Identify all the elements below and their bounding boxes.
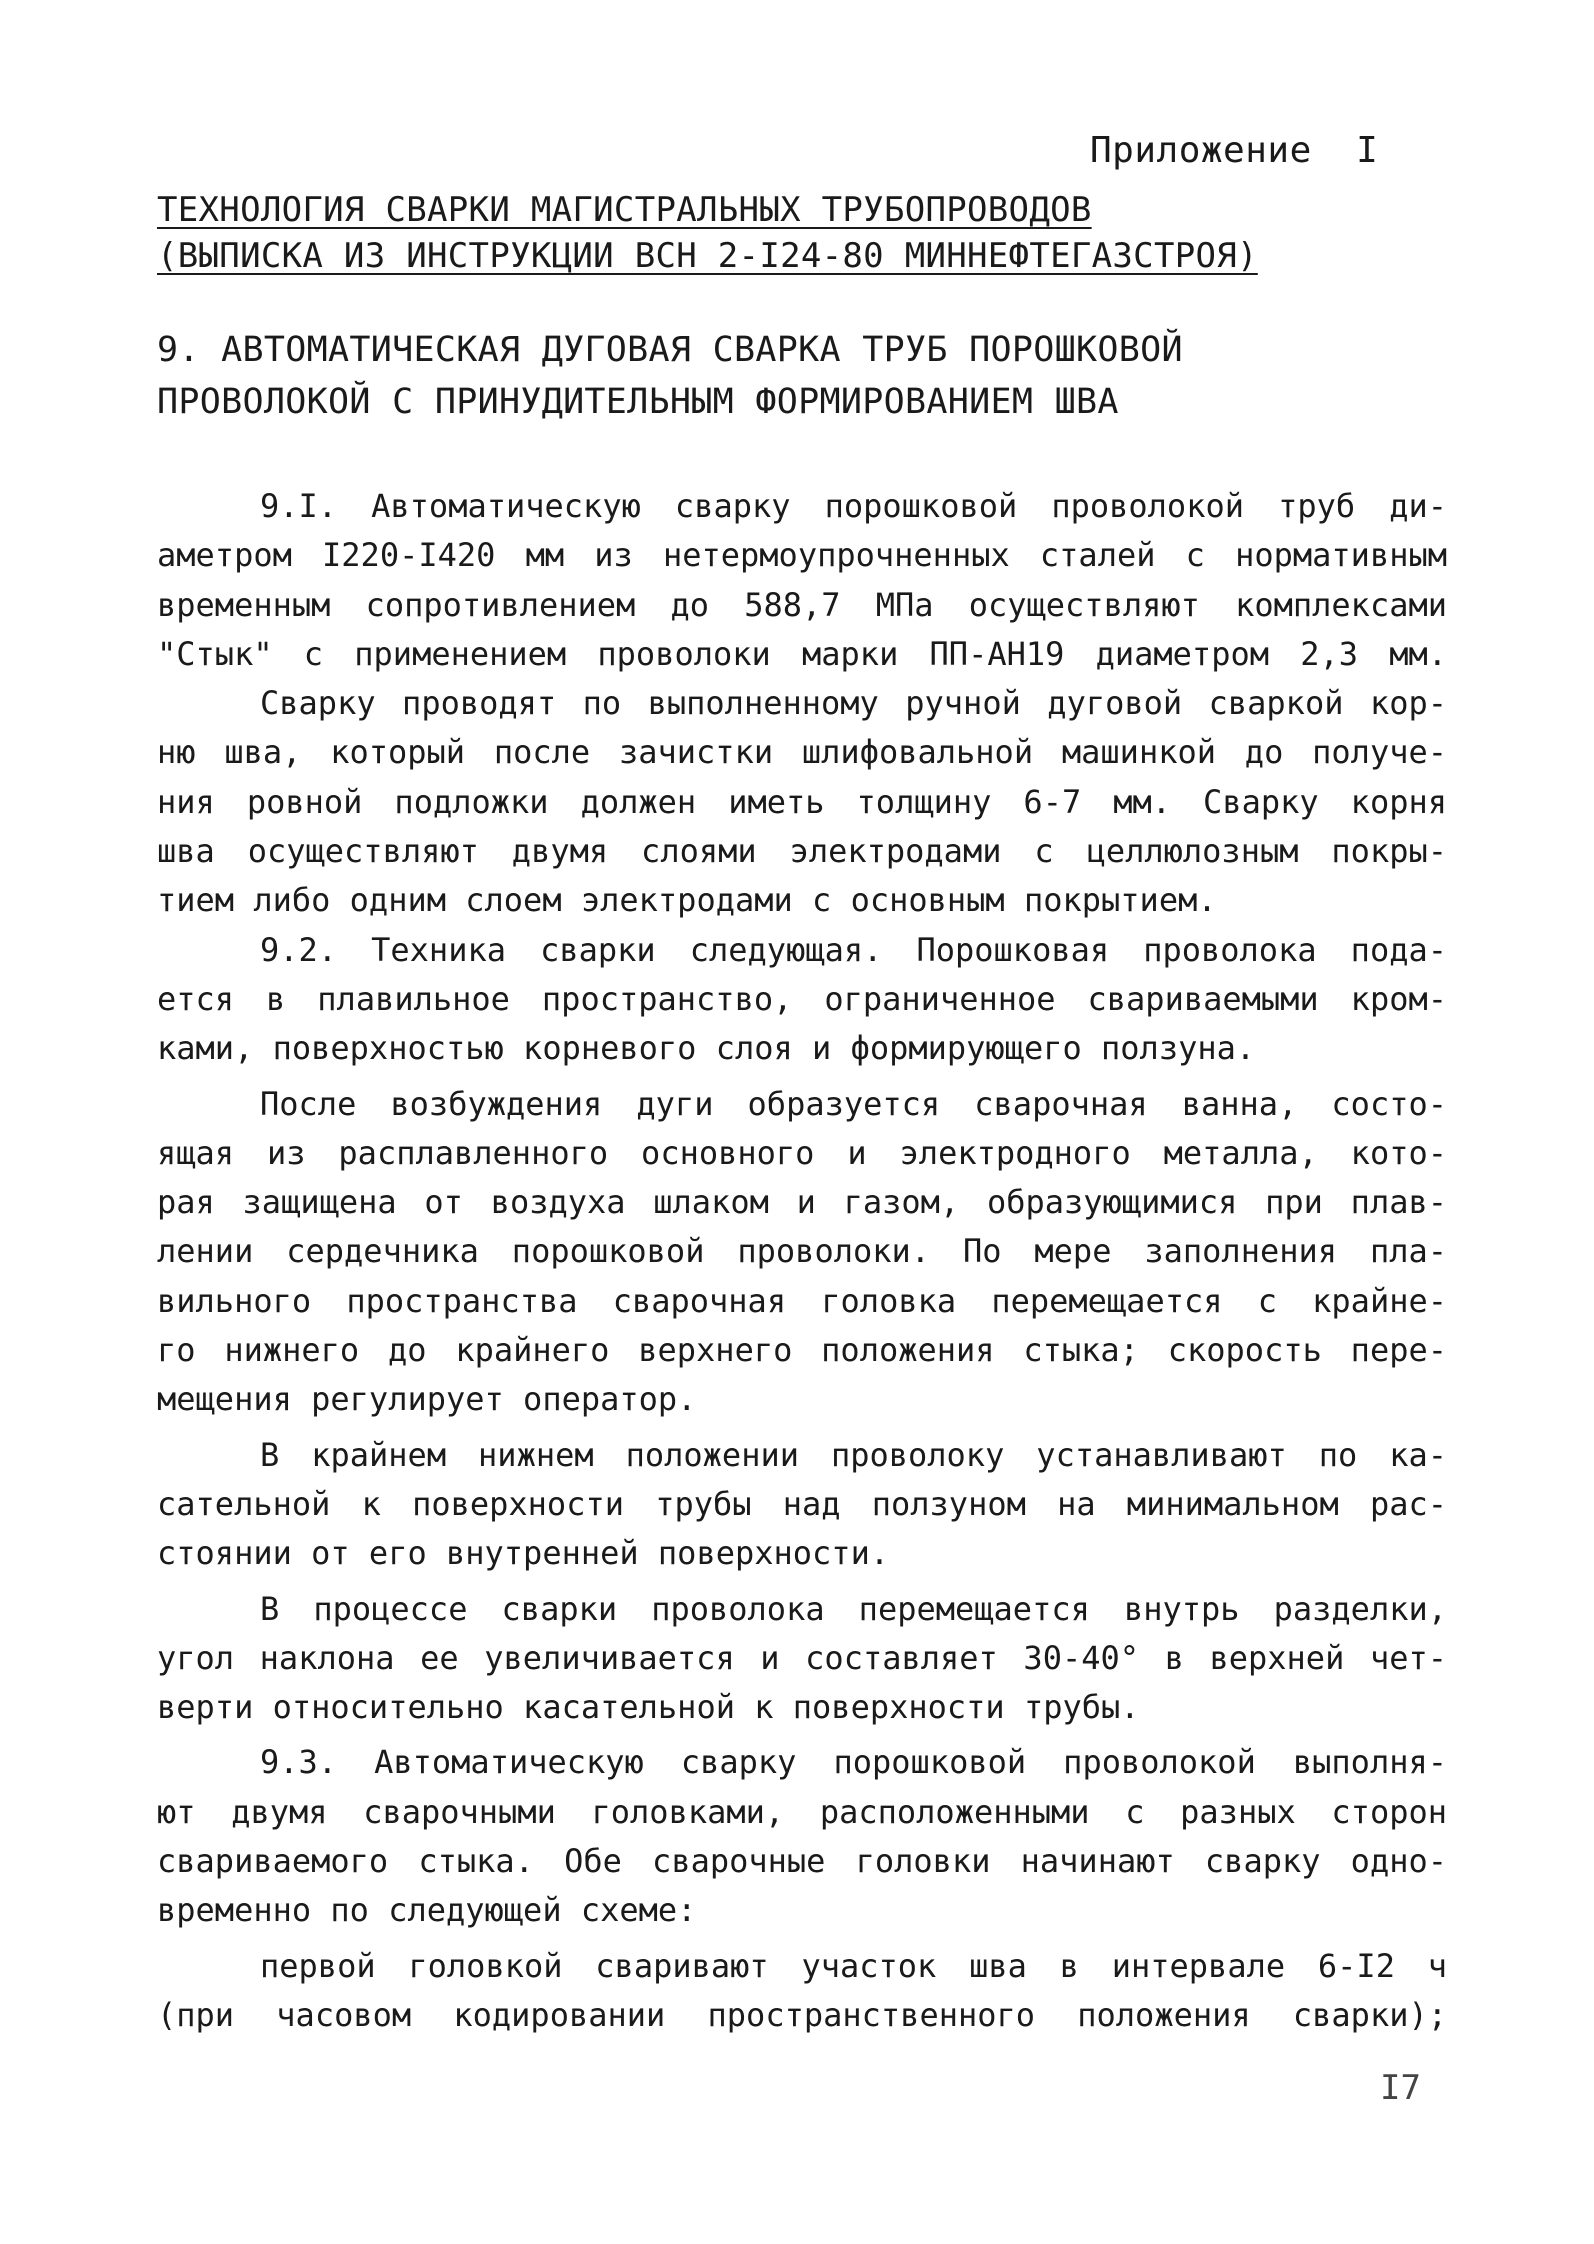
body-line: свариваемого стыка. Обе сварочные головки начинают сварку одно- [157,1842,1447,1881]
body-line: мещения регулирует оператор. [157,1380,697,1419]
body-text [157,482,1447,2040]
body-line: ящая из расплавленного основного и электродного металла, кото- [157,1133,1447,1172]
body-line: лении сердечника порошковой проволоки. По мере заполнения пла- [157,1232,1447,1271]
body-line: В процессе сварки проволока перемещается внутрь разделки, [260,1589,1447,1628]
section-heading-line-1: 9. АВТОМАТИЧЕСКАЯ ДУГОВАЯ СВАРКА ТРУБ ПОРОШКОВОЙ [157,330,1183,370]
body-line: ню шва, который после зачистки шлифовальной машинкой до получе- [157,733,1447,772]
body-line: После возбуждения дуги образуется сварочная ванна, состо- [260,1084,1447,1123]
body-line: угол наклона ее увеличивается и составляет 30-40° в верхней чет- [157,1638,1447,1677]
body-line: тием либо одним слоем электродами с основным покрытием. [157,881,1217,920]
body-line: ется в плавильное пространство, ограниченное свариваемыми кром- [157,979,1447,1018]
page-number: I7 [1380,2068,1421,2108]
body-line: Сварку проводят по выполненному ручной дуговой сваркой кор- [260,684,1447,723]
body-line: (при часовом кодировании пространственного положения сварки); [157,1995,1447,2034]
body-line: 9.2. Техника сварки следующая. Порошковая проволока пода- [260,930,1447,969]
body-line: ют двумя сварочными головками, расположенными с разных сторон [157,1792,1447,1831]
body-line: аметром I220-I420 мм из нетермоупрочненных сталей с нормативным [157,536,1447,575]
section-heading-line-2: ПРОВОЛОКОЙ С ПРИНУДИТЕЛЬНЫМ ФОРМИРОВАНИЕМ ШВА [157,382,1119,422]
body-line: го нижнего до крайнего верхнего положения стыка; скорость пере- [157,1331,1447,1370]
body-line: ками, поверхностью корневого слоя и формирующего ползуна. [157,1029,1256,1068]
appendix-label: Приложение I [1090,130,1379,171]
document-title-line-1: ТЕХНОЛОГИЯ СВАРКИ МАГИСТРАЛЬНЫХ ТРУБОПРОВОДОВ [157,190,1092,230]
body-line: временным сопротивлением до 588,7 МПа осуществляют комплексами [157,585,1447,624]
body-line: вильного пространства сварочная головка перемещается с крайне- [157,1281,1447,1320]
body-line: ния ровной подложки должен иметь толщину 6-7 мм. Сварку корня [157,782,1447,821]
body-line: верти относительно касательной к поверхности трубы. [157,1688,1140,1727]
body-line: шва осуществляют двумя слоями электродами с целлюлозным покры- [157,832,1447,871]
body-line: 9.3. Автоматическую сварку порошковой проволокой выполня- [260,1743,1447,1782]
document-title-line-2: (ВЫПИСКА ИЗ ИНСТРУКЦИИ ВСН 2-I24-80 МИННЕФТЕГАЗСТРОЯ) [157,236,1258,276]
body-line: В крайнем нижнем положении проволоку устанавливают по ка- [260,1435,1447,1474]
body-line: 9.I. Автоматическую сварку порошковой проволокой труб ди- [260,487,1447,525]
body-line: "Стык" с применением проволоки марки ПП-АН19 диаметром 2,3 мм. [157,634,1447,673]
body-line: рая защищена от воздуха шлаком и газом, образующимися при плав- [157,1183,1447,1222]
body-line: временно по следующей схеме: [157,1891,697,1930]
body-line: первой головкой сваривают участок шва в интервале 6-I2 ч [260,1946,1447,1985]
body-line: стоянии от его внутренней поверхности. [157,1534,890,1573]
body-line: сательной к поверхности трубы над ползуном на минимальном рас- [157,1484,1447,1523]
